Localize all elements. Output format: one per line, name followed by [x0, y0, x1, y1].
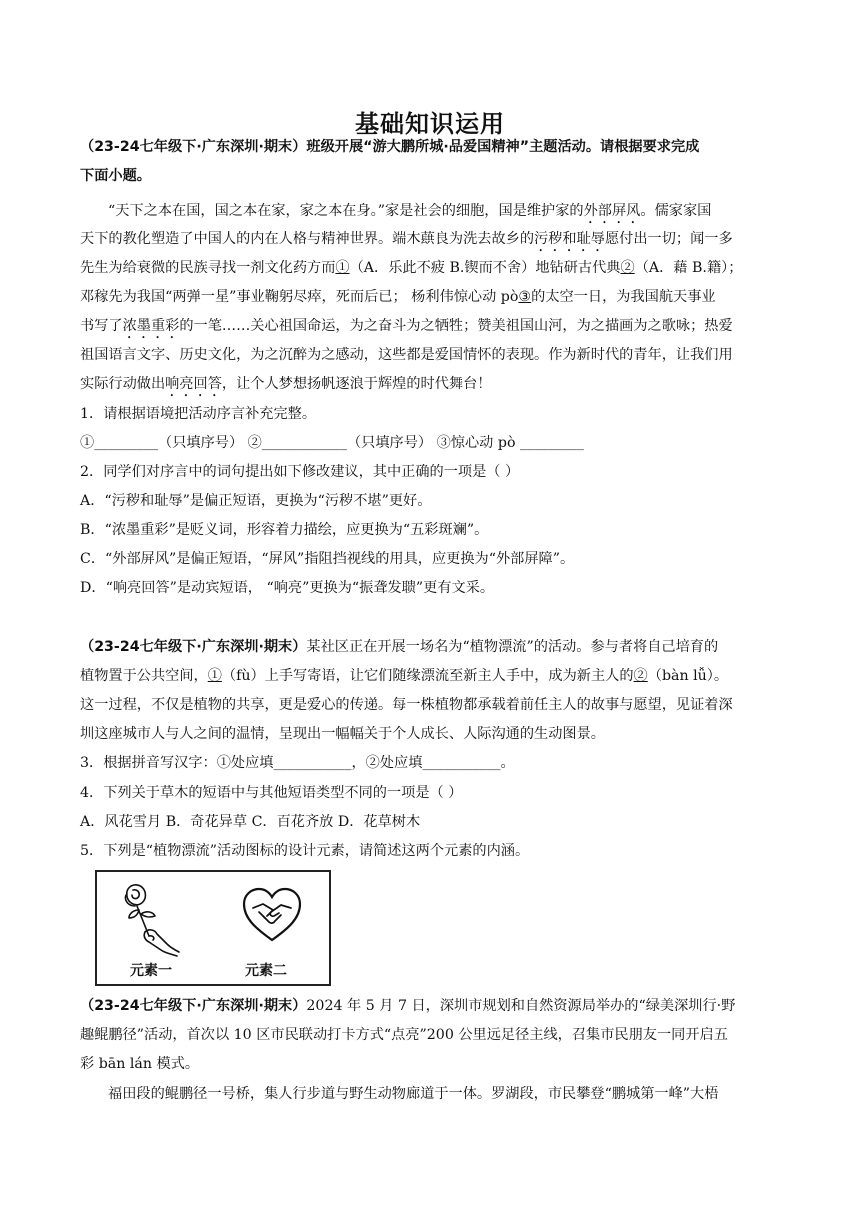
blank-2: ② — [620, 260, 635, 276]
heart-handshake-icon — [241, 886, 303, 944]
blank-banlv: ② — [633, 668, 648, 684]
figure-caption-2: 元素二 — [245, 963, 287, 979]
section3-line3: 彩 bān lán 模式。 — [80, 1056, 200, 1072]
passage1-line1: “天下之本在国，国之本在家，家之本在身。”家是社会的细胞，国是维护家的外部屏风。儒家家国 — [108, 203, 712, 219]
word-waibu-pingfeng: 外部屏风 — [583, 203, 641, 219]
rose-in-hand-icon — [115, 880, 181, 958]
question-1-answer-blanks: ①_________（只填序号） ②____________（只填序号） ③惊心动 pò _________ — [80, 435, 584, 451]
passage1-line4: 邓稼先为我国“两弹一星”事业鞠躬尽瘁，死而后已； 杨利伟惊心动 pò③的太空一日，为我国航天事业 — [80, 289, 716, 305]
question-1: 1．请根据语境把活动序言补充完整。 — [80, 406, 317, 422]
passage1-line2: 天下的教化塑造了中国人的内在人格与精神世界。端木蕻良为洗去故乡的污秽和耻辱愿付出一切；闻一多 — [80, 231, 733, 247]
section2-line1: （23-24七年级下·广东深圳·期末）某社区正在开展一场名为“植物漂流”的活动。参与者将自己培育的 — [80, 639, 719, 655]
icon-design-figure — [95, 870, 331, 986]
q4-options: A．风花雪月 B．奇花异草 C．百花齐放 D．花草树木 — [80, 814, 421, 830]
passage1-line7: 实际行动做出响亮回答，让个人梦想扬帆逐浪于辉煌的时代舞台！ — [80, 376, 492, 392]
blank-fu: ① — [207, 668, 222, 684]
question-2: 2．同学们对序言中的词句提出如下修改建议，其中正确的一项是（ ） — [80, 464, 520, 480]
question-5: 5．下列是“植物漂流”活动图标的设计元素，请简述这两个元素的内涵。 — [80, 843, 530, 859]
passage1-line6: 祖国语言文字、历史文化，为之沉醉为之感动，这些都是爱国情怀的表现。作为新时代的青年，让我们用 — [80, 347, 733, 363]
question-4: 4．下列关于草木的短语中与其他短语类型不同的一项是（ ） — [80, 785, 463, 801]
section1-intro: （23-24七年级下·广东深圳·期末）班级开展“游大鹏所城·品爱国精神”主题活动。请根据要求完成 — [80, 139, 700, 155]
question-3: 3．根据拼音写汉字：①处应填___________，②处应填___________。 — [80, 755, 515, 771]
section3-line2: 趣鲲鹏径”活动，首次以 10 区市民联动打卡方式“点亮”200 公里远足径主线，召集市民朋友一同开启五 — [80, 1027, 728, 1043]
section3-line1: （23-24七年级下·广东深圳·期末）2024 年 5 月 7 日，深圳市规划和自然资源局举办的“绿美深圳行·野 — [80, 998, 736, 1014]
section3-line4: 福田段的鲲鹏径一号桥，集人行步道与野生动物廊道于一体。罗湖段，市民攀登“鹏城第一峰”大梧 — [108, 1086, 719, 1102]
word-nongmo-zhongcai: 浓墨重彩 — [122, 318, 180, 334]
passage1-line3: 先生为给衰微的民族寻找一剂文化药方而①（A．乐此不疲 B.锲而不舍）地钻研古代典②（A．藉 B.籍）； — [80, 260, 743, 276]
section2-line2: 植物置于公共空间，①（fù）上手写寄语，让它们随缘漂流至新主人手中，成为新主人的②（bàn lǚ）。 — [80, 668, 729, 684]
figure-caption-1: 元素一 — [130, 963, 172, 979]
word-xiangliang-huida: 响亮回答 — [165, 376, 222, 392]
section2-line3: 这一过程，不仅是植物的共享，更是爱心的传递。每一株植物都承载着前任主人的故事与愿望，见证着深 — [80, 697, 733, 713]
word-wuhui-chiru: 污秽和耻辱 — [534, 231, 605, 247]
q2-option-b: B．“浓墨重彩”是贬义词，形容着力描绘，应更换为“五彩斑斓”。 — [80, 522, 489, 538]
passage1-line5: 书写了浓墨重彩的一笔……关心祖国命运，为之奋斗为之牺牲；赞美祖国山河，为之描画为之歌咏；热爱 — [80, 318, 733, 334]
q2-option-a: A．“污秽和耻辱”是偏正短语，更换为“污秽不堪”更好。 — [80, 493, 432, 509]
page-title: 基础知识运用 — [355, 110, 505, 138]
q2-option-c: C．“外部屏风”是偏正短语，“屏风”指阻挡视线的用具，应更换为“外部屏障”。 — [80, 551, 575, 567]
section1-intro-cont: 下面小题。 — [80, 168, 151, 184]
blank-1: ① — [335, 260, 350, 276]
section2-line4: 圳这座城市人与人之间的温情，呈现出一幅幅关于个人成长、人际沟通的生动图景。 — [80, 726, 605, 742]
q2-option-d: D．“响亮回答”是动宾短语， “响亮”更换为“振聋发聩”更有文采。 — [80, 580, 495, 596]
blank-3: ③ — [518, 289, 532, 305]
